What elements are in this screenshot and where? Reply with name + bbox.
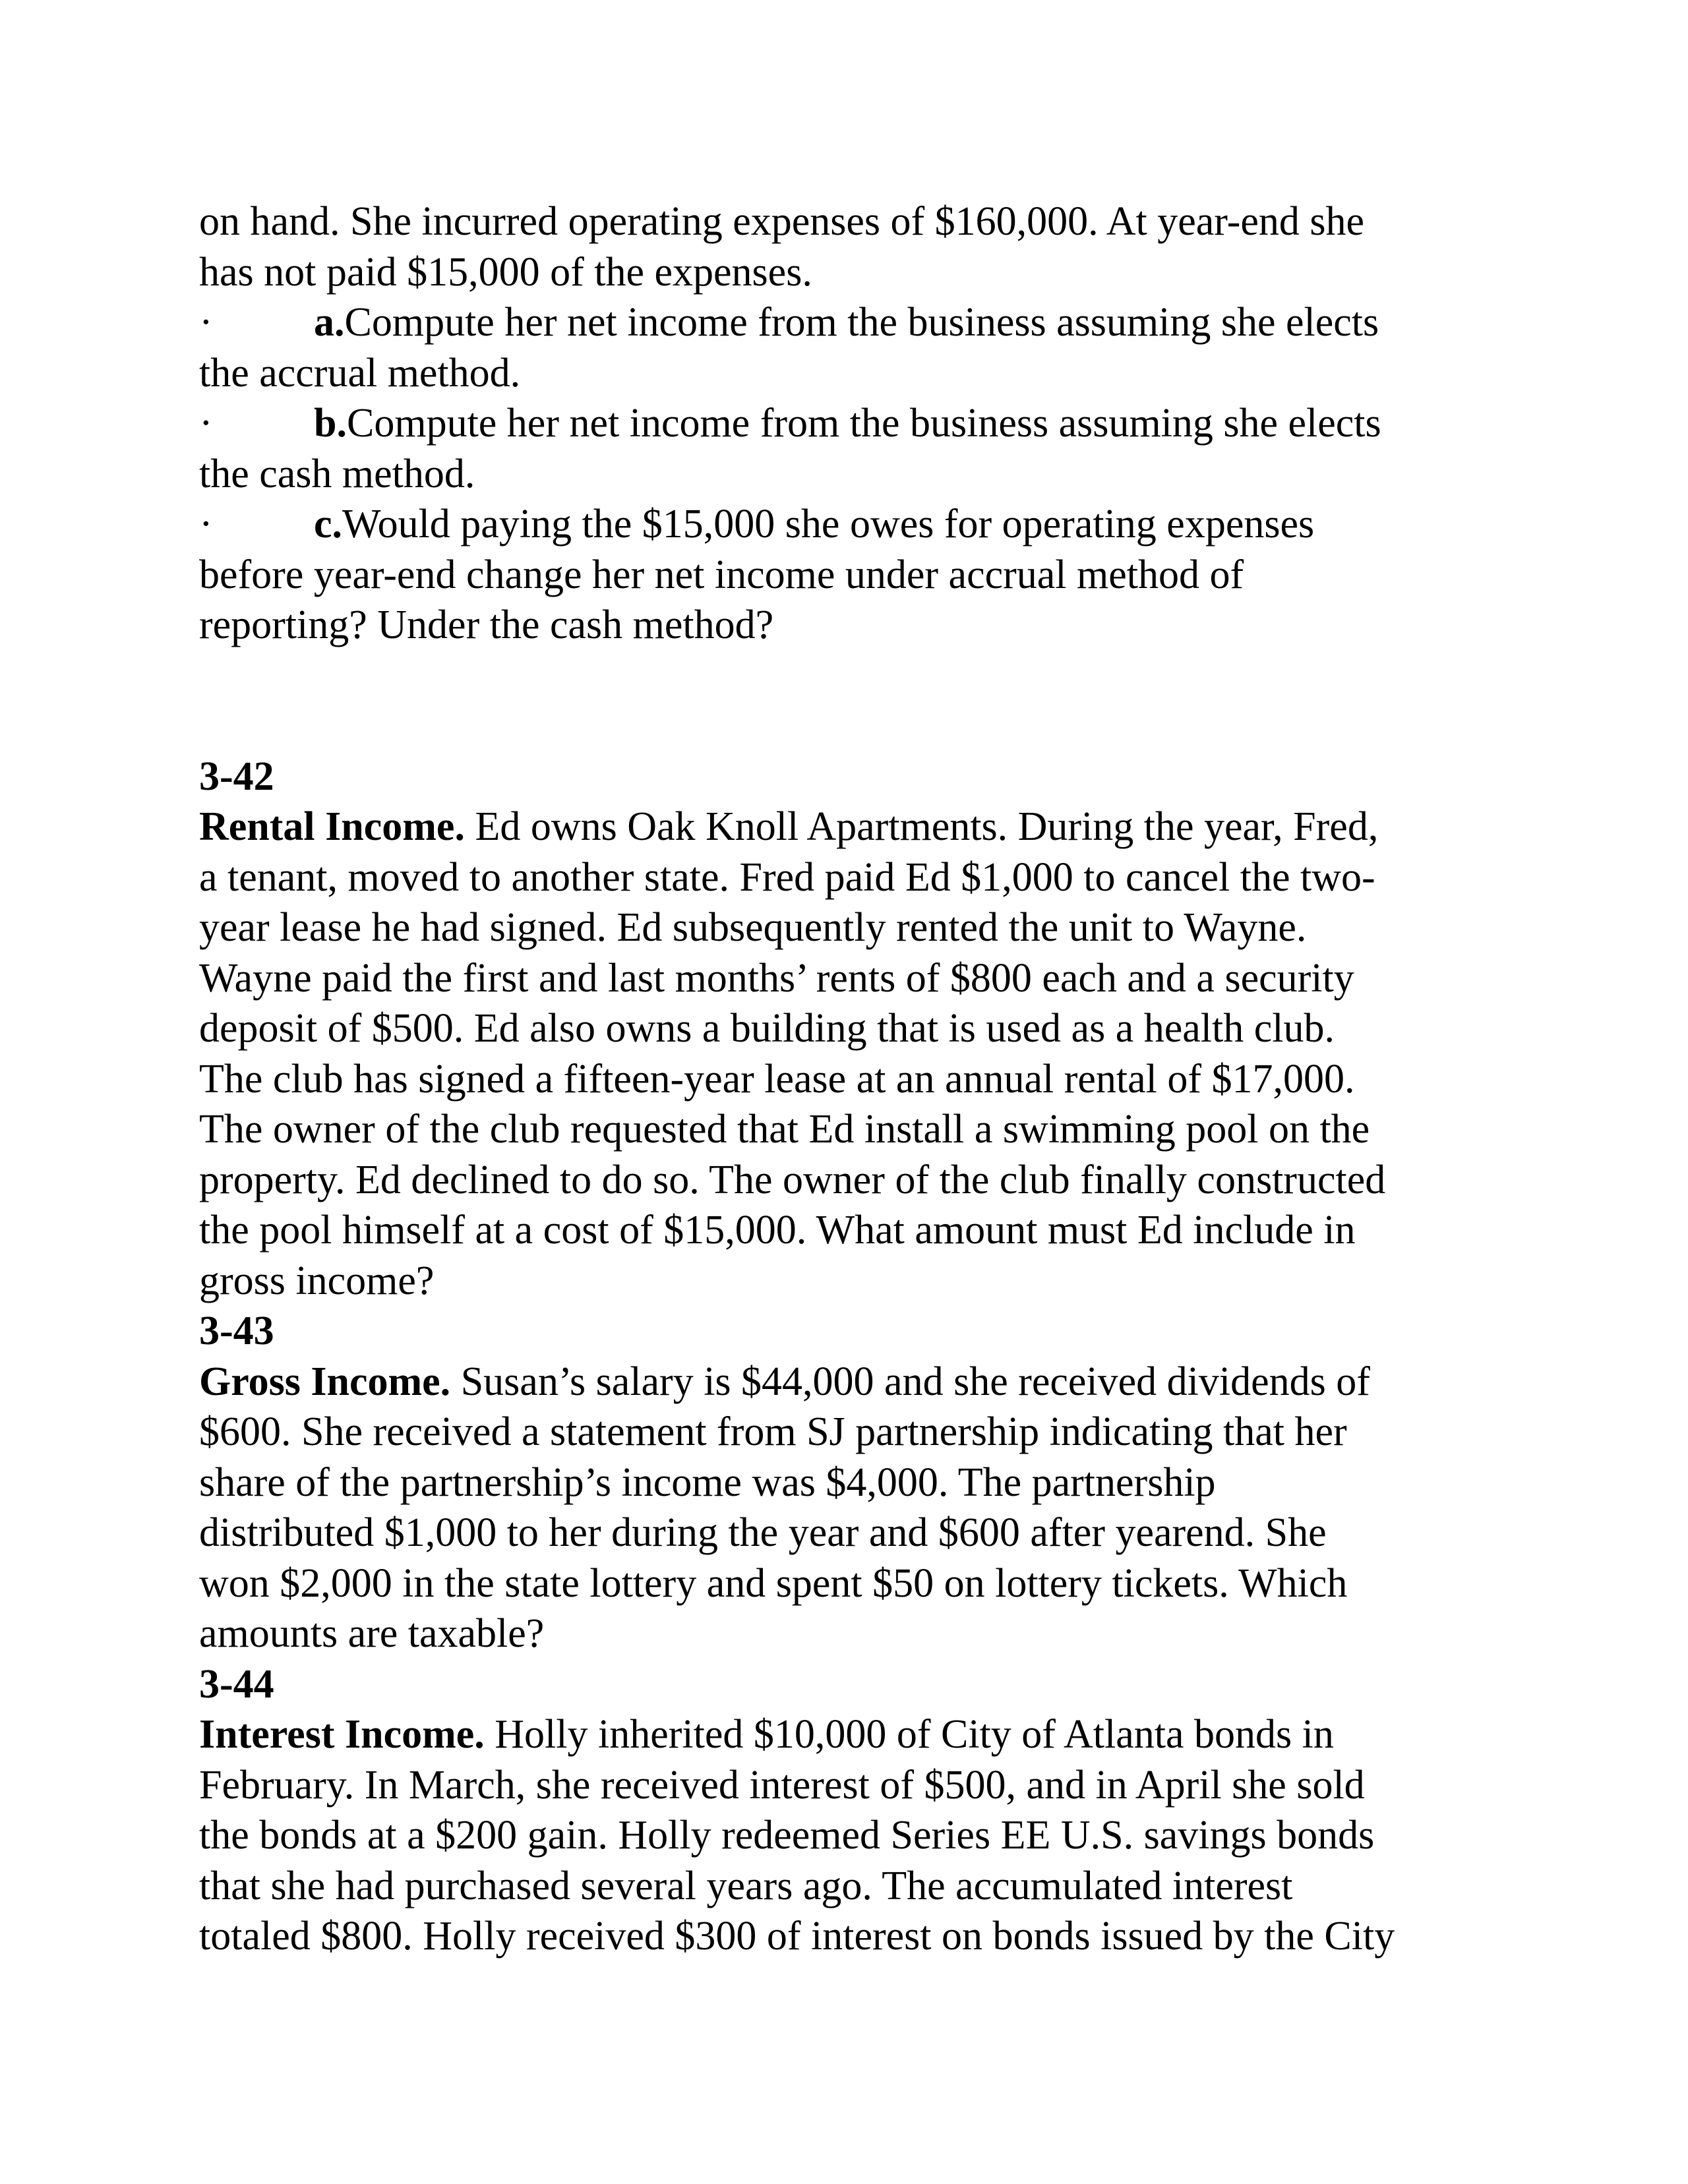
problem-number: 3-44 (199, 1661, 274, 1707)
bullet-dot: · (199, 401, 213, 446)
problem-line: February. In March, she received interest of $500, and in April she sold (199, 1762, 1365, 1808)
sub-item-a (199, 297, 1518, 348)
sub-item-c-continuation-1: before year-end change her net income under accrual method of (199, 552, 1244, 597)
problem-line: the pool himself at a cost of $15,000. What amount must Ed include in (199, 1208, 1356, 1253)
sub-item-b (199, 398, 1518, 449)
problem-line: The club has signed a fifteen-year lease at an annual rental of $17,000. (199, 1056, 1355, 1102)
problem-line: deposit of $500. Ed also owns a building that is used as a health club. (199, 1006, 1335, 1051)
problem-text: Susan’s salary is $44,000 and she received dividends of (450, 1359, 1370, 1404)
sub-item-marker: b. (314, 401, 347, 446)
bullet-dot: · (199, 300, 213, 345)
intro-line-2: has not paid $15,000 of the expenses. (199, 249, 812, 295)
problem-first-line (199, 1357, 1518, 1407)
problem-line: year lease he had signed. Ed subsequently rented the unit to Wayne. (199, 905, 1307, 950)
problem-first-line (199, 802, 1518, 852)
problem-line: $600. She received a statement from SJ partnership indicating that her (199, 1409, 1347, 1454)
problem-text: Holly inherited $10,000 of City of Atlanta bonds in (484, 1712, 1334, 1757)
problem-line: share of the partnership’s income was $4,000. The partnership (199, 1460, 1216, 1505)
sub-item-a-continuation: the accrual method. (199, 350, 521, 396)
problem-line: the bonds at a $200 gain. Holly redeemed Series EE U.S. savings bonds (199, 1813, 1375, 1858)
problem-line: Wayne paid the first and last months’ rents of $800 each and a security (199, 955, 1354, 1001)
problem-line: distributed $1,000 to her during the year and $600 after yearend. She (199, 1510, 1327, 1555)
sub-item-text: Compute her net income from the business assuming she elects (346, 401, 1381, 446)
sub-item-marker: a. (314, 300, 345, 345)
sub-item-b-continuation: the cash method. (199, 451, 475, 496)
problem-line: that she had purchased several years ago. The accumulated interest (199, 1863, 1293, 1908)
sub-item-text: Compute her net income from the business assuming she elects (344, 300, 1379, 345)
problem-text: Ed owns Oak Knoll Apartments. During the year, Fred, (464, 804, 1379, 849)
problem-number: 3-42 (199, 753, 274, 799)
problem-title: Gross Income. (199, 1359, 451, 1404)
problem-line: won $2,000 in the state lottery and spent $50 on lottery tickets. Which (199, 1560, 1348, 1606)
problem-first-line (199, 1709, 1518, 1760)
sub-item-text: Would paying the $15,000 she owes for operating expenses (342, 502, 1315, 546)
document-page (199, 196, 1518, 1962)
problem-line: gross income? (199, 1258, 435, 1303)
problem-line: a tenant, moved to another state. Fred paid Ed $1,000 to cancel the two- (199, 854, 1375, 900)
problem-line: The owner of the club requested that Ed install a swimming pool on the (199, 1107, 1370, 1152)
problem-title: Rental Income. (199, 804, 465, 849)
intro-line-1: on hand. She incurred operating expenses of $160,000. At year-end she (199, 199, 1364, 244)
problem-line: amounts are taxable? (199, 1611, 545, 1656)
problem-line: totaled $800. Holly received $300 of interest on bonds issued by the City (199, 1914, 1395, 1959)
sub-item-marker: c. (314, 502, 343, 546)
sub-item-c (199, 499, 1518, 550)
problem-line: property. Ed declined to do so. The owner of the club finally constructed (199, 1157, 1386, 1202)
sub-item-c-continuation-2: reporting? Under the cash method? (199, 603, 774, 647)
problem-title: Interest Income. (199, 1712, 485, 1757)
section-gap (199, 651, 1518, 752)
bullet-dot: · (199, 502, 213, 546)
problem-number: 3-43 (199, 1309, 274, 1353)
